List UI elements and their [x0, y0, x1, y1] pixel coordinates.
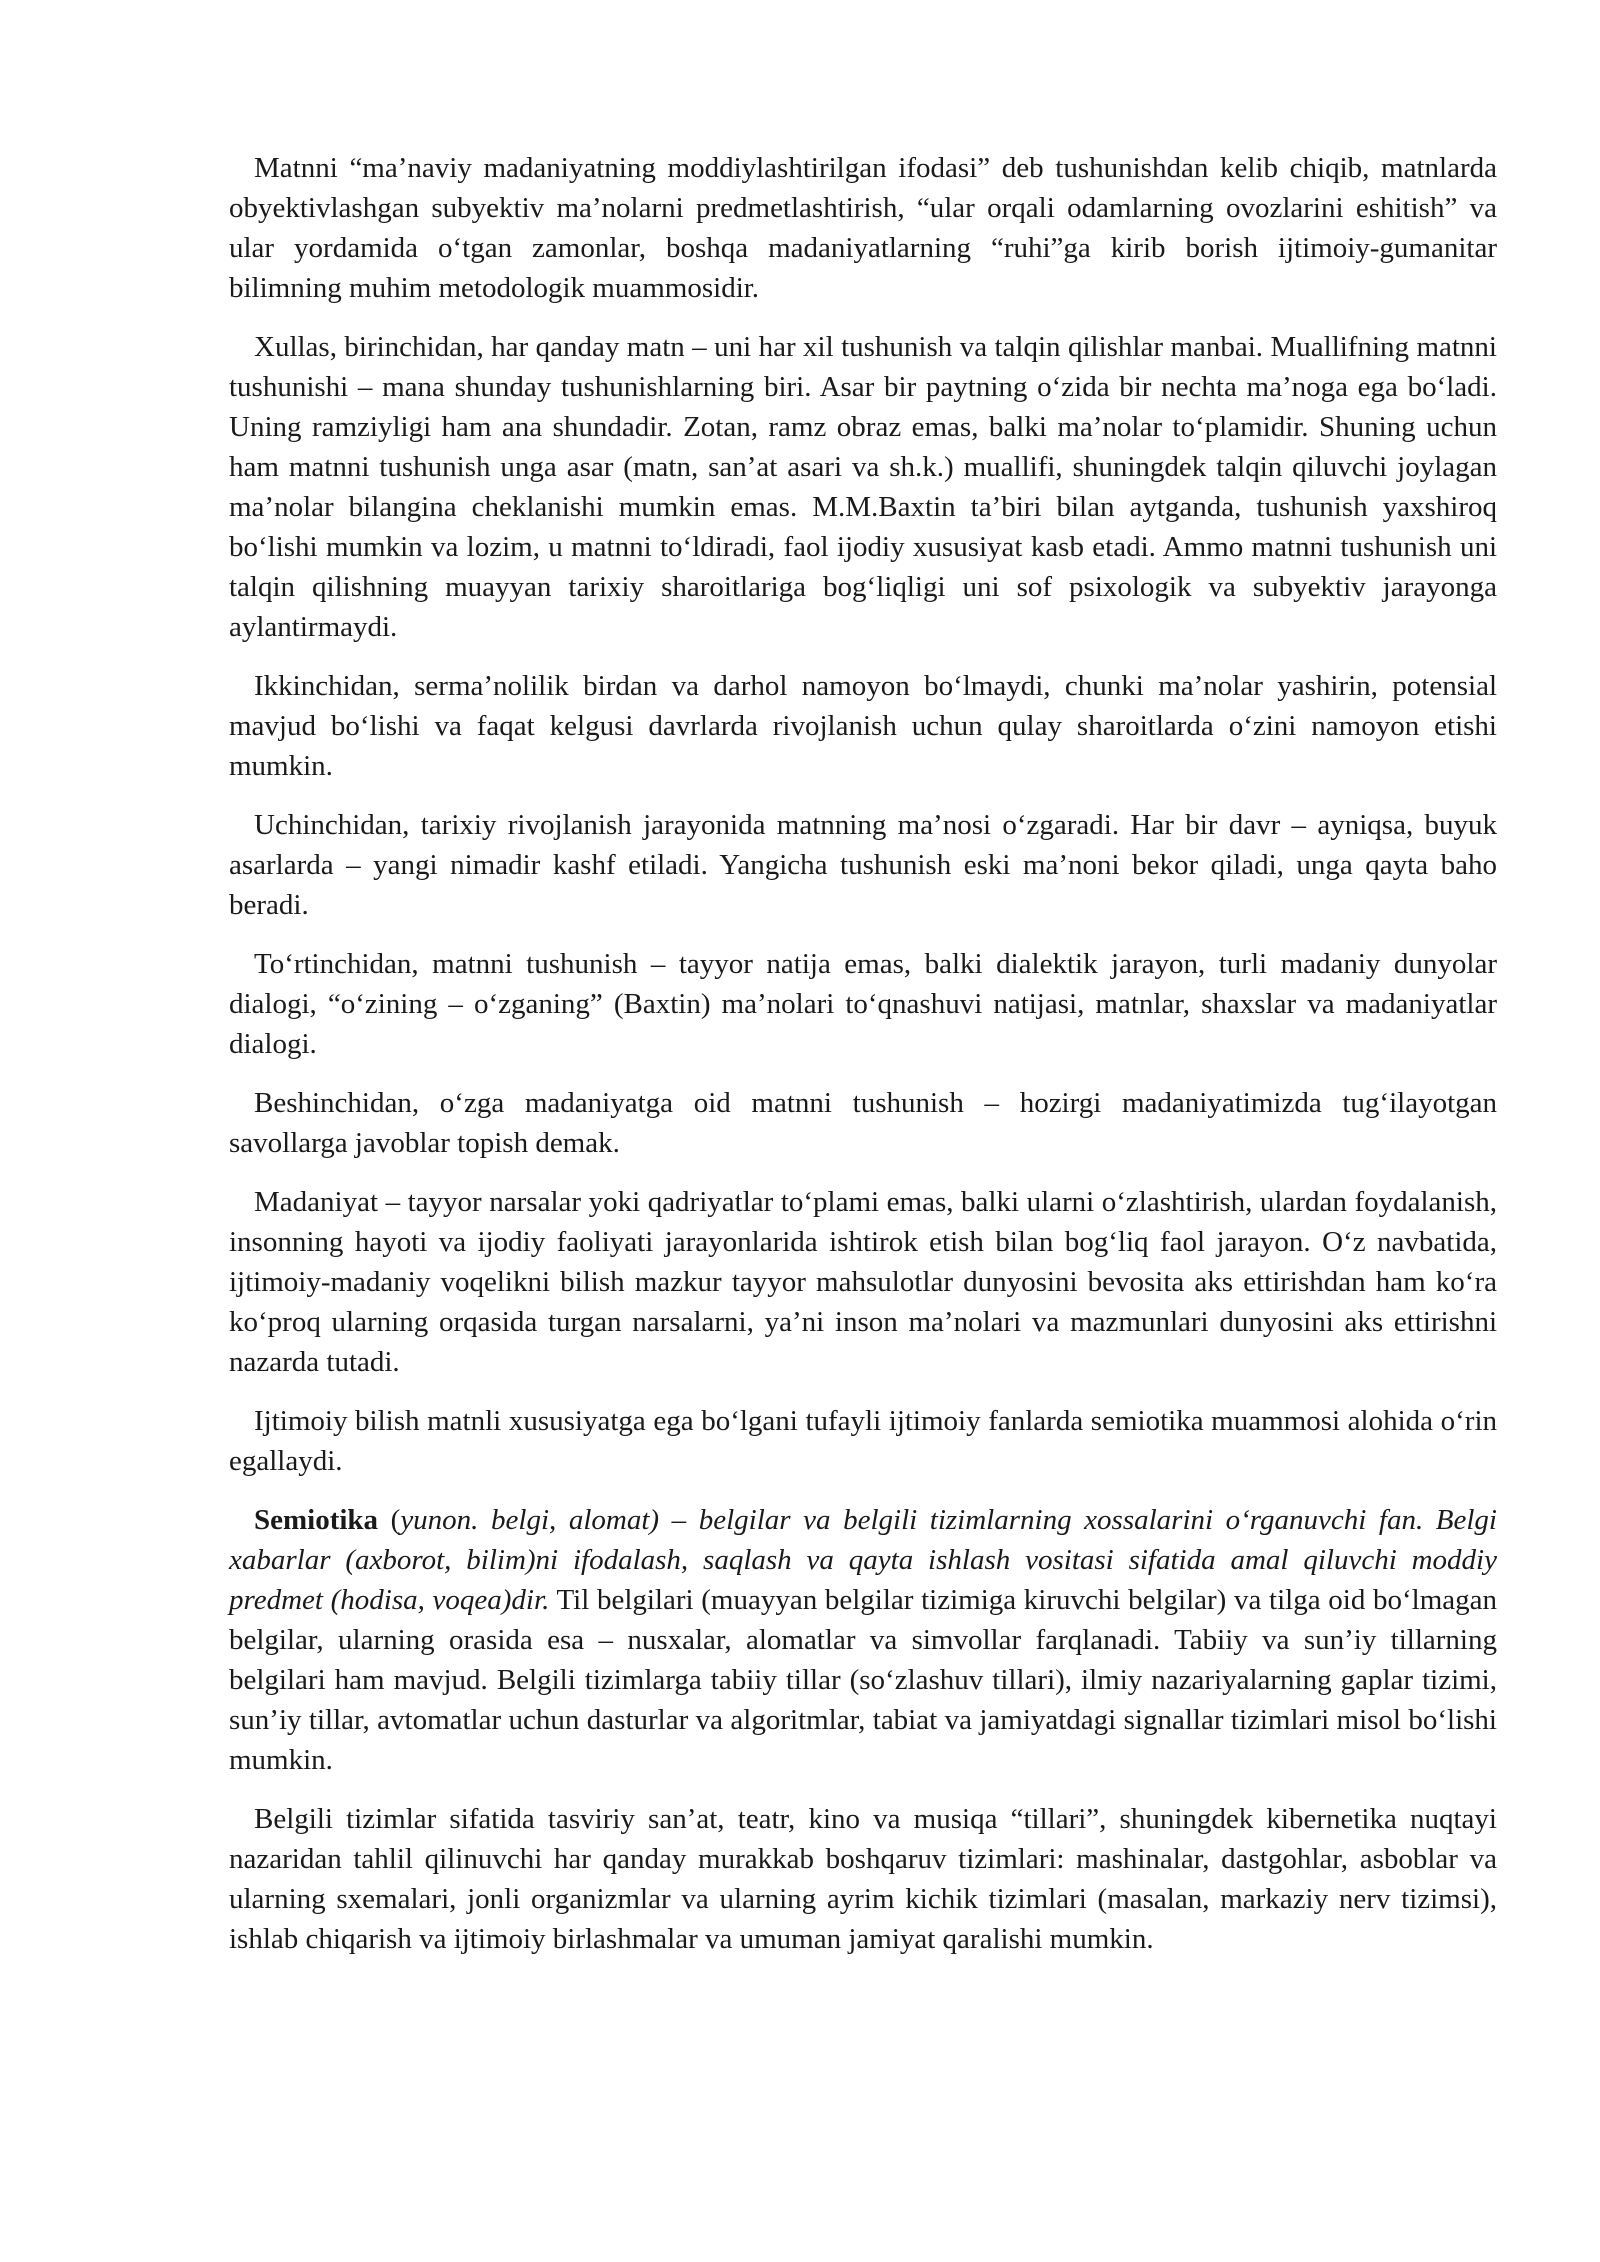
- semiotics-rest: Til belgilari (muayyan belgilar tizimiga kiruvchi belgilar) va tilga oid bo‘lmagan belgilar, ularning orasida esa – nusxalar, alomatlar va simvollar farqlanadi. Tabiiy va sun’iy tillarning belgilari ham mavjud. Belgili tizimlarga tabiiy tillar (so‘zlashuv tillari), ilmiy nazariyalarning gaplar tizimi, sun’iy tillar, avtomatlar uchun dasturlar va algoritmlar, tabiat va jamiyatdagi signallar tizimlari misol bo‘lishi mumkin.: [229, 1584, 1497, 1776]
- document-page: [229, 148, 1497, 1978]
- paragraph-secondly: Ikkinchidan, serma’nolilik birdan va darhol namoyon bo‘lmaydi, chunki ma’nolar yashirin, potensial mavjud bo‘lishi va faqat kelgusi davrlarda rivojlanish uchun qulay sharoitlarda o‘zini namoyon etishi mumkin.: [229, 670, 1497, 782]
- paragraph-sign-systems: Belgili tizimlar sifatida tasviriy san’at, teatr, kino va musiqa “tillari”, shuningdek kibernetika nuqtayi nazaridan tahlil qilinuvchi har qanday murakkab boshqaruv tizimlari: mashinalar, dastgohlar, asboblar va ularning sxemalari, jonli organizmlar va ularning ayrim kichik tizimlari (masalan, markaziy nerv tizimsi), ishlab chiqarish va ijtimoiy birlashmalar va umuman jamiyat qaralishi mumkin.: [229, 1803, 1497, 1955]
- paragraph-fourthly: To‘rtinchidan, matnni tushunish – tayyor natija emas, balki dialektik jarayon, turli madaniy dunyolar dialogi, “o‘zining – o‘zganing” (Baxtin) ma’nolari to‘qnashuvi natijasi, matnlar, shaxslar va madaniyatlar dialogi.: [229, 948, 1497, 1060]
- semiotics-open-paren: (: [378, 1504, 401, 1536]
- semiotics-term: Semiotika: [254, 1504, 379, 1536]
- paragraph-culture: Madaniyat – tayyor narsalar yoki qadriyatlar to‘plami emas, balki ularni o‘zlashtirish, ulardan foydalanish, insonning hayoti va ijodiy faoliyati jarayonlarida ishtirok etish bilan bog‘liq faol jarayon. O‘z navbatida, ijtimoiy-madaniy voqelikni bilish mazkur tayyor mahsulotlar dunyosini bevosita aks ettirishdan ham ko‘ra ko‘proq ularning orqasida turgan narsalarni, ya’ni inson ma’nolari va mazmunlari dunyosini aks ettirishni nazarda tutadi.: [229, 1186, 1497, 1378]
- semiotics-definition: yunon. belgi, alomat) – belgilar va belgili tizimlarning xossalarini o‘rganuvchi fan. Belgi xabarlar (axborot, bilim)ni ifodalash, saqlash va qayta ishlash vositasi sifatida amal qiluvchi moddiy predmet (hodisa, voqea)dir.: [229, 1504, 1497, 1616]
- paragraph-semiotics: [229, 1500, 1497, 1780]
- paragraph-thirdly: Uchinchidan, tarixiy rivojlanish jarayonida matnning ma’nosi o‘zgaradi. Har bir davr – ayniqsa, buyuk asarlarda – yangi nimadir kashf etiladi. Yangicha tushunish eski ma’noni bekor qiladi, unga qayta baho beradi.: [229, 809, 1497, 921]
- paragraph-fifthly: Beshinchidan, o‘zga madaniyatga oid matnni tushunish – hozirgi madaniyatimizda tug‘ilayotgan savollarga javoblar topish demak.: [229, 1087, 1497, 1159]
- paragraph-firstly: Xullas, birinchidan, har qanday matn – uni har xil tushunish va talqin qilishlar manbai. Muallifning matnni tushunishi – mana shunday tushunishlarning biri. Asar bir paytning o‘zida bir nechta ma’noga ega bo‘ladi. Uning ramziyligi ham ana shundadir. Zotan, ramz obraz emas, balki ma’nolar to‘plamidir. Shuning uchun ham matnni tushunish unga asar (matn, san’at asari va sh.k.) muallifi, shuningdek talqin qiluvchi joylagan ma’nolar bilangina cheklanishi mumkin emas. M.M.Baxtin ta’biri bilan aytganda, tushunish yaxshiroq bo‘lishi mumkin va lozim, u matnni to‘ldiradi, faol ijodiy xususiyat kasb etadi. Ammo matnni tushunish uni talqin qilishning muayyan tarixiy sharoitlariga bog‘liqligi uni sof psixologik va subyektiv jarayonga aylantirmaydi.: [229, 331, 1497, 643]
- paragraph-text-as-expression: Matnni “ma’naviy madaniyatning moddiylashtirilgan ifodasi” deb tushunishdan kelib chiqib, matnlarda obyektivlashgan subyektiv ma’nolarni predmetlashtirish, “ular orqali odamlarning ovozlarini eshitish” va ular yordamida o‘tgan zamonlar, boshqa madaniyatlarning “ruhi”ga kirib borish ijtimoiy-gumanitar bilimning muhim metodologik muammosidir.: [229, 152, 1497, 304]
- paragraph-social-knowledge: Ijtimoiy bilish matnli xususiyatga ega bo‘lgani tufayli ijtimoiy fanlarda semiotika muammosi alohida o‘rin egallaydi.: [229, 1405, 1497, 1477]
